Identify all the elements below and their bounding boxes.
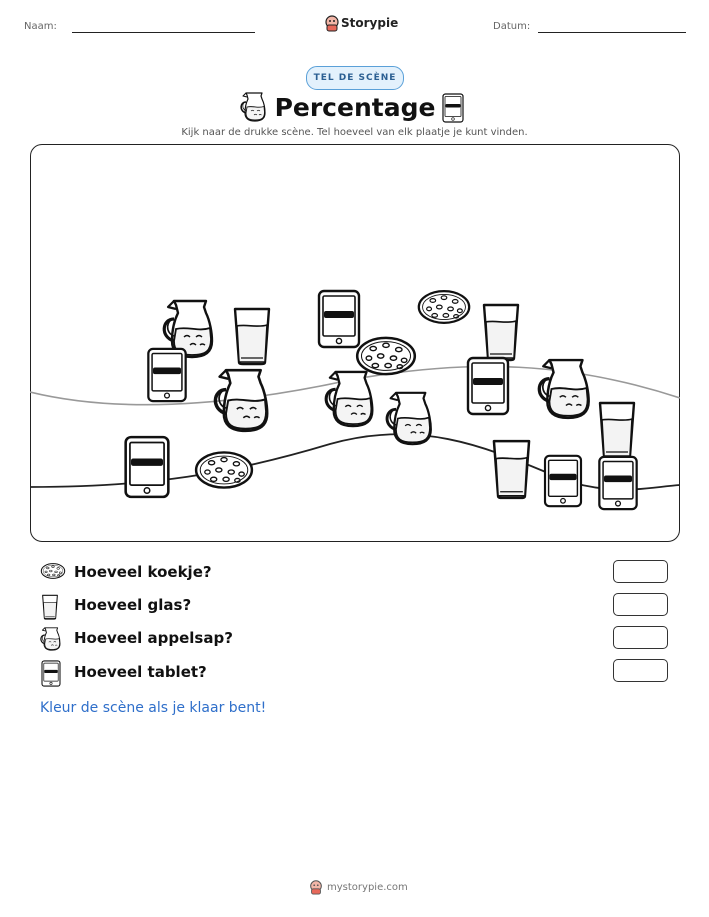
cookie-icon <box>419 291 469 323</box>
tablet-icon <box>468 358 508 414</box>
tablet-icon <box>545 456 581 506</box>
scene-drawing <box>30 144 680 542</box>
question-jug: Hoeveel appelsap? <box>74 629 233 647</box>
jug-icon <box>387 393 431 444</box>
tablet-icon <box>41 660 61 687</box>
tablet-icon <box>126 437 169 497</box>
tablet-icon <box>441 93 465 123</box>
glass-icon <box>41 594 59 620</box>
name-label: Naam: <box>24 21 57 32</box>
brand-name: Storypie <box>341 16 399 30</box>
cookie-icon <box>196 452 252 487</box>
glass-icon <box>494 441 529 498</box>
jug-icon <box>40 627 64 651</box>
storypie-logo-icon <box>323 14 341 32</box>
answer-box-glass[interactable] <box>613 593 668 616</box>
cookie-icon <box>357 338 415 374</box>
question-tablet: Hoeveel tablet? <box>74 663 207 681</box>
busy-scene[interactable] <box>30 144 680 542</box>
footer-link[interactable]: mystorypie.com <box>327 882 408 893</box>
tablet-icon <box>148 349 185 401</box>
cookie-icon <box>40 562 66 580</box>
jug-icon <box>326 372 372 426</box>
date-line[interactable] <box>538 32 686 33</box>
glass-icon <box>235 309 269 364</box>
name-line[interactable] <box>72 32 255 33</box>
date-label: Datum: <box>493 21 531 32</box>
tablet-icon <box>319 291 359 347</box>
glass-icon <box>600 403 634 458</box>
answer-box-tablet[interactable] <box>613 659 668 682</box>
glass-icon <box>484 305 518 360</box>
tablet-icon <box>599 457 636 509</box>
storypie-logo-icon <box>308 879 324 895</box>
coloring-note: Kleur de scène als je klaar bent! <box>40 700 267 716</box>
question-cookie: Hoeveel koekje? <box>74 563 212 581</box>
answer-box-cookie[interactable] <box>613 560 668 583</box>
instructions: Kijk naar de drukke scène. Tel hoeveel van elk plaatje je kunt vinden. <box>181 127 528 138</box>
count-scene-badge: TEL DE SCÈNE <box>306 66 404 90</box>
page-title: Percentage <box>274 93 436 122</box>
question-glass: Hoeveel glas? <box>74 596 192 614</box>
answer-box-jug[interactable] <box>613 626 668 649</box>
